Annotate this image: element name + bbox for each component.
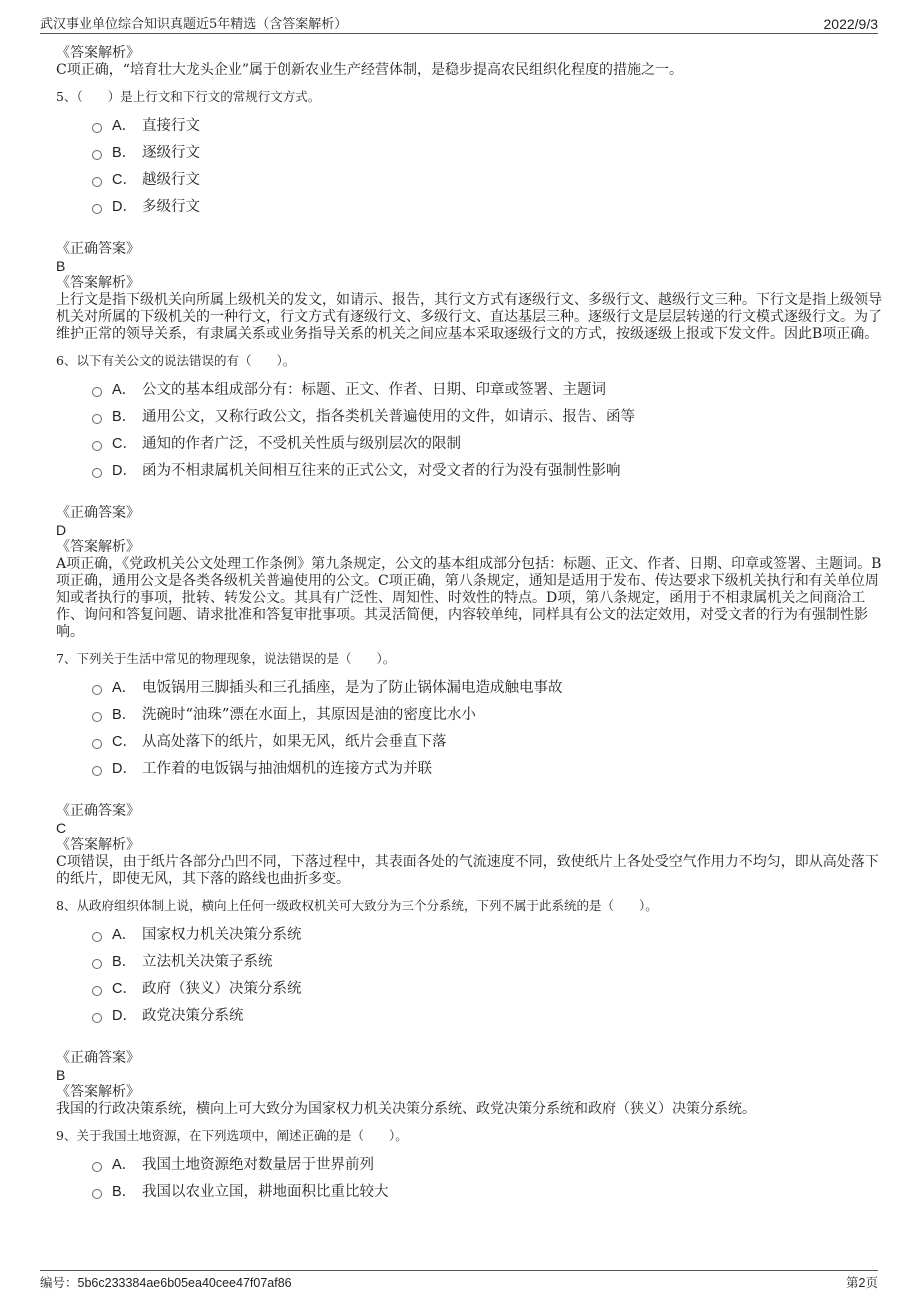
option-d[interactable] (92, 192, 884, 219)
option-text: 我国土地资源绝对数量居于世界前列 (142, 1157, 374, 1173)
option-c[interactable] (92, 974, 884, 1001)
option-letter: A． (112, 1157, 137, 1173)
option-text: 通用公文，又称行政公文，指各类机关普遍使用的文件，如请示、报告、函等 (142, 409, 635, 425)
option-b[interactable] (92, 700, 884, 727)
analysis-label: 《答案解析》 (56, 275, 140, 291)
header-divider (40, 33, 878, 34)
page-header (40, 12, 878, 32)
option-b[interactable] (92, 138, 884, 165)
previous-answer-block (56, 45, 884, 79)
option-letter: A． (112, 382, 137, 398)
option-letter: B． (112, 409, 137, 425)
option-a[interactable] (92, 920, 884, 947)
radio-button[interactable] (92, 959, 102, 969)
correct-answer-label: 《正确答案》 (56, 241, 140, 257)
option-a[interactable] (92, 1150, 884, 1177)
radio-button[interactable] (92, 1162, 102, 1172)
radio-button[interactable] (92, 712, 102, 722)
option-text: 我国以农业立国，耕地面积比重比较大 (142, 1184, 389, 1200)
question-stem: 5、（ ）是上行文和下行文的常规行文方式。 (56, 89, 321, 104)
option-letter: D． (112, 761, 137, 777)
correct-answer: C (56, 820, 67, 836)
option-text: 通知的作者广泛，不受机关性质与级别层次的限制 (142, 436, 461, 452)
option-letter: B． (112, 145, 137, 161)
question-stem: 8、从政府组织体制上说，横向上任何一级政权机关可大致分为三个分系统，下列不属于此系统的是（ ）。 (56, 898, 658, 913)
option-letter: D． (112, 199, 137, 215)
question-stem: 6、以下有关公文的说法错误的有（ ）。 (56, 353, 296, 368)
option-b[interactable] (92, 1177, 884, 1204)
option-letter: A． (112, 927, 137, 943)
code-label: 编号： (40, 1275, 78, 1290)
option-a[interactable] (92, 111, 884, 138)
options-list (92, 920, 884, 1028)
page-num: 2 (858, 1276, 866, 1290)
document-code (40, 1273, 292, 1291)
option-text: 函为不相隶属机关间相互往来的正式公文，对受文者的行为没有强制性影响 (142, 463, 621, 479)
analysis-label: 《答案解析》 (56, 837, 140, 853)
question-6 (56, 353, 884, 641)
radio-button[interactable] (92, 1013, 102, 1023)
option-letter: B． (112, 954, 137, 970)
analysis-text: C项正确，“培育壮大龙头企业”属于创新农业生产经营体制，是稳步提高农民组织化程度的措施之一。 (56, 62, 684, 78)
option-letter: B． (112, 707, 137, 723)
option-text: 国家权力机关决策分系统 (142, 927, 302, 943)
option-text: 政府（狭义）决策分系统 (142, 981, 302, 997)
option-text: 多级行文 (142, 199, 200, 215)
option-d[interactable] (92, 456, 884, 483)
page-footer (40, 1272, 878, 1292)
analysis-label: 《答案解析》 (56, 1084, 140, 1100)
radio-button[interactable] (92, 204, 102, 214)
option-letter: B． (112, 1184, 137, 1200)
analysis-label: 《答案解析》 (56, 539, 140, 555)
radio-button[interactable] (92, 468, 102, 478)
analysis-text: 我国的行政决策系统，横向上可大致分为国家权力机关决策分系统、政党决策分系统和政府（狭义）决策分系统。 (56, 1101, 756, 1117)
options-list (92, 375, 884, 483)
page-content (56, 45, 884, 1204)
option-text: 电饭锅用三脚插头和三孔插座，是为了防止锅体漏电造成触电事故 (142, 680, 563, 696)
option-a[interactable] (92, 673, 884, 700)
question-stem: 7、下列关于生活中常见的物理现象，说法错误的是（ ）。 (56, 651, 396, 666)
option-b[interactable] (92, 402, 884, 429)
code-value: 5b6c233384ae6b05ea40cee47f07af86 (77, 1276, 292, 1290)
options-list (92, 111, 884, 219)
option-text: 洗碗时“油珠”漂在水面上，其原因是油的密度比水小 (142, 707, 476, 723)
radio-button[interactable] (92, 1189, 102, 1199)
option-c[interactable] (92, 429, 884, 456)
option-letter: D． (112, 1008, 137, 1024)
option-text: 从高处落下的纸片，如果无风，纸片会垂直下落 (142, 734, 447, 750)
correct-answer-label: 《正确答案》 (56, 803, 140, 819)
radio-button[interactable] (92, 387, 102, 397)
option-text: 逐级行文 (142, 145, 200, 161)
radio-button[interactable] (92, 123, 102, 133)
radio-button[interactable] (92, 414, 102, 424)
correct-answer: B (56, 1067, 66, 1083)
option-letter: C． (112, 734, 137, 750)
option-d[interactable] (92, 1001, 884, 1028)
radio-button[interactable] (92, 986, 102, 996)
option-letter: D． (112, 463, 137, 479)
option-text: 越级行文 (142, 172, 200, 188)
radio-button[interactable] (92, 441, 102, 451)
page-suffix: 页 (865, 1275, 878, 1290)
correct-answer-label: 《正确答案》 (56, 1050, 140, 1066)
option-d[interactable] (92, 754, 884, 781)
analysis-text: A项正确，《党政机关公文处理工作条例》第九条规定，公文的基本组成部分包括：标题、正文、作者、日期、印章或签署、主题词。B项正确，通用公文是各类各级机关普遍使用的公文。C项正确，第八条规定，通知是适用于发布、传达要求下级机关执行和有关单位周知或者执行的事项，批转、转发公文。其具有广泛性、周知性、时效性的特点。D项，第八条规定，函用于不相隶属机关之间商洽工作、询问和答复问题、请求批准和答复审批事项。其灵活简便，内容较单纯，同样具有公文的法定效用，对受文者的行为有强制性影响。 (56, 556, 882, 640)
question-8 (56, 898, 884, 1118)
page-prefix: 第 (846, 1275, 859, 1290)
option-text: 公文的基本组成部分有：标题、正文、作者、日期、印章或签署、主题词 (142, 382, 606, 398)
correct-answer: D (56, 522, 67, 538)
analysis-label: 《答案解析》 (56, 45, 140, 61)
option-text: 直接行文 (142, 118, 200, 134)
page-number (846, 1273, 878, 1291)
option-text: 政党决策分系统 (142, 1008, 244, 1024)
option-letter: C． (112, 981, 137, 997)
option-letter: A． (112, 118, 137, 134)
option-c[interactable] (92, 727, 884, 754)
option-text: 立法机关决策子系统 (142, 954, 273, 970)
question-stem: 9、关于我国土地资源，在下列选项中，阐述正确的是（ ）。 (56, 1128, 408, 1143)
option-a[interactable] (92, 375, 884, 402)
option-letter: C． (112, 172, 137, 188)
radio-button[interactable] (92, 177, 102, 187)
correct-answer-label: 《正确答案》 (56, 505, 140, 521)
radio-button[interactable] (92, 150, 102, 160)
radio-button[interactable] (92, 739, 102, 749)
options-list (92, 1150, 884, 1204)
option-b[interactable] (92, 947, 884, 974)
correct-answer: B (56, 258, 66, 274)
radio-button[interactable] (92, 766, 102, 776)
question-9 (56, 1128, 884, 1204)
option-text: 工作着的电饭锅与抽油烟机的连接方式为并联 (142, 761, 432, 777)
option-letter: C． (112, 436, 137, 452)
option-c[interactable] (92, 165, 884, 192)
radio-button[interactable] (92, 685, 102, 695)
footer-divider (40, 1270, 878, 1271)
options-list (92, 673, 884, 781)
analysis-text: C项错误，由于纸片各部分凸凹不同，下落过程中，其表面各处的气流速度不同，致使纸片上各处受空气作用力不均匀，即从高处落下的纸片，即使无风，其下落的路线也曲折多变。 (56, 854, 879, 887)
document-date: 2022/9/3 (823, 16, 878, 32)
analysis-text: 上行文是指下级机关向所属上级机关的发文，如请示、报告，其行文方式有逐级行文、多级行文、越级行文三种。下行文是指上级领导机关对所属的下级机关的一种行文，行文方式有逐级行文、多级行文、直达基层三种。逐级行文是层层转递的行文模式逐级行文。为了维护正常的领导关系，有隶属关系或业务指导关系的机关之间应基本采取逐级行文的方式，按级逐级上报或下发文件。因此B项正确。 (56, 292, 882, 342)
document-title: 武汉事业单位综合知识真题近5年精选（含答案解析） (40, 17, 348, 32)
radio-button[interactable] (92, 932, 102, 942)
question-7 (56, 651, 884, 888)
question-5 (56, 89, 884, 343)
option-letter: A． (112, 680, 137, 696)
